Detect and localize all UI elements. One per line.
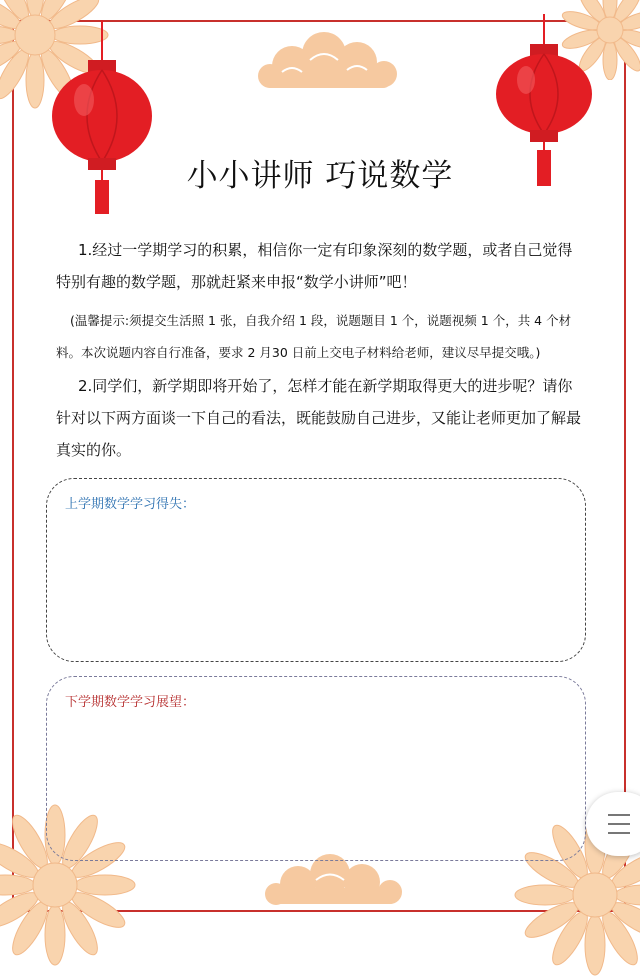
paragraph-2: 2.同学们，新学期即将开始了，怎样才能在新学期取得更大的进步呢？请你针对以下两方面谈一下自己的看法，既能鼓励自己进步，又能让老师更加了解最真实的你。 <box>56 377 582 459</box>
menu-icon-bar-2 <box>608 823 630 825</box>
next-term-outlook-label: 下学期数学学习展望： <box>65 695 196 710</box>
cloud-icon-top <box>252 30 402 94</box>
last-term-review-label: 上学期数学学习得失： <box>65 497 196 512</box>
paragraph-1: 1.经过一学期学习的积累，相信你一定有印象深刻的数学题，或者自己觉得特别有趣的数学题，那就赶紧来申报“数学小讲师”吧！ <box>56 241 573 291</box>
next-term-outlook-box[interactable] <box>46 676 586 861</box>
menu-icon <box>608 814 630 816</box>
last-term-review-box[interactable] <box>46 478 586 662</box>
menu-icon-bar-3 <box>608 832 630 834</box>
document-title: 小小讲师 巧说数学 <box>186 158 454 194</box>
tip-note: (温馨提示:须提交生活照 1 张，自我介绍 1 段，说题题目 1 个，说题视频 1 个，共 4 个材料。本次说题内容自行准备，要求 2 月30 日前上交电子材料给老师，建议尽早提交哦。) <box>56 313 572 360</box>
